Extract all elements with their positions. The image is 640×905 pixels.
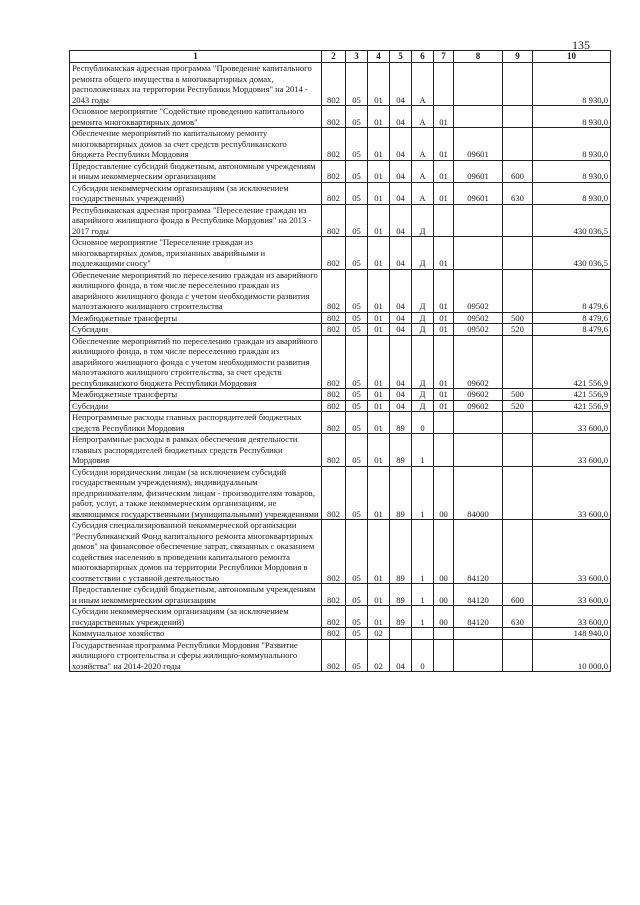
target-item-cell (454, 412, 503, 434)
admin-code-cell: 802 (322, 312, 346, 324)
program-cell: 04 (390, 128, 412, 161)
section-cell: 05 (346, 160, 368, 182)
program-cell: 04 (390, 400, 412, 412)
admin-code-cell: 802 (322, 639, 346, 672)
amount-cell: 33 600,0 (533, 606, 611, 628)
admin-code-cell: 802 (322, 434, 346, 467)
section-cell: 05 (346, 106, 368, 128)
subsection-cell: 01 (368, 412, 390, 434)
table-row (70, 466, 611, 520)
table-row (70, 182, 611, 204)
amount-cell: 33 600,0 (533, 434, 611, 467)
subprogram-cell: Д (412, 389, 434, 401)
expense-type-cell: 500 (503, 312, 533, 324)
row-name-cell: Непрограммные расходы главных распорядителей бюджетных средств Республики Мордовия (70, 412, 322, 434)
table-row (70, 628, 611, 640)
program-cell: 89 (390, 584, 412, 606)
event-cell: 01 (434, 128, 454, 161)
row-name-cell: Республиканская адресная программа "Переселение граждан из аварийного жилищного фонда в Республике Мордовия" на 2013 - 2017 годы (70, 204, 322, 237)
amount-cell: 33 600,0 (533, 466, 611, 520)
section-cell: 05 (346, 520, 368, 584)
program-cell (390, 628, 412, 640)
subsection-cell: 01 (368, 606, 390, 628)
admin-code-cell: 802 (322, 182, 346, 204)
expense-type-cell (503, 434, 533, 467)
subsection-cell: 01 (368, 400, 390, 412)
admin-code-cell: 802 (322, 606, 346, 628)
row-name-cell: Обеспечение мероприятий по капитальному ремонту многоквартирных домов за счет средств республиканского бюджета Республики Мордовия (70, 128, 322, 161)
event-cell (434, 639, 454, 672)
event-cell: 00 (434, 606, 454, 628)
admin-code-cell: 802 (322, 269, 346, 312)
expense-type-cell: 520 (503, 324, 533, 336)
subprogram-cell: Д (412, 400, 434, 412)
target-item-cell: 09602 (454, 400, 503, 412)
program-cell: 89 (390, 606, 412, 628)
subprogram-cell: Д (412, 204, 434, 237)
subsection-cell: 01 (368, 312, 390, 324)
row-name-cell: Субсидии некоммерческим организациям (за исключением государственных учреждений) (70, 606, 322, 628)
event-cell (434, 628, 454, 640)
section-cell: 05 (346, 389, 368, 401)
subprogram-cell: Д (412, 237, 434, 270)
table-row (70, 160, 611, 182)
column-header: 6 (412, 51, 434, 63)
target-item-cell: 84120 (454, 584, 503, 606)
row-name-cell: Предоставление субсидий бюджетным, автономным учреждениям и иным некоммерческим организациям (70, 584, 322, 606)
table-row (70, 63, 611, 106)
page-number: 135 (572, 38, 590, 52)
column-header: 1 (70, 51, 322, 63)
row-name-cell: Субсидии (70, 400, 322, 412)
program-cell: 04 (390, 160, 412, 182)
amount-cell: 8 479,6 (533, 269, 611, 312)
subsection-cell: 01 (368, 237, 390, 270)
amount-cell: 8 930,0 (533, 63, 611, 106)
subprogram-cell: 0 (412, 412, 434, 434)
amount-cell: 421 556,9 (533, 400, 611, 412)
subsection-cell: 01 (368, 335, 390, 389)
subsection-cell: 02 (368, 628, 390, 640)
row-name-cell: Субсидии (70, 324, 322, 336)
event-cell: 00 (434, 466, 454, 520)
program-cell: 89 (390, 434, 412, 467)
amount-cell: 148 940,0 (533, 628, 611, 640)
program-cell: 04 (390, 312, 412, 324)
expense-type-cell: 500 (503, 389, 533, 401)
admin-code-cell: 802 (322, 628, 346, 640)
program-cell: 04 (390, 182, 412, 204)
event-cell (434, 63, 454, 106)
amount-cell: 33 600,0 (533, 412, 611, 434)
table-row (70, 584, 611, 606)
program-cell: 89 (390, 412, 412, 434)
table-row (70, 106, 611, 128)
amount-cell: 10 000,0 (533, 639, 611, 672)
row-name-cell: Коммунальное хозяйство (70, 628, 322, 640)
target-item-cell (454, 628, 503, 640)
row-name-cell: Обеспечение мероприятий по переселению граждан из аварийного жилищного фонда, в том числе переселению граждан из аварийного жилищного фонда с учетом необходимости развития малоэтажного жилищного строительства, за счет средств республиканского бюджета Республики Мордовия (70, 335, 322, 389)
expense-type-cell (503, 106, 533, 128)
expense-type-cell (503, 466, 533, 520)
admin-code-cell: 802 (322, 204, 346, 237)
program-cell: 04 (390, 324, 412, 336)
expense-type-cell: 630 (503, 182, 533, 204)
subprogram-cell: 1 (412, 606, 434, 628)
amount-cell: 8 930,0 (533, 128, 611, 161)
program-cell: 04 (390, 63, 412, 106)
subprogram-cell: А (412, 160, 434, 182)
expense-type-cell (503, 412, 533, 434)
column-header: 8 (454, 51, 503, 63)
amount-cell: 421 556,9 (533, 335, 611, 389)
admin-code-cell: 802 (322, 106, 346, 128)
expense-type-cell: 520 (503, 400, 533, 412)
target-item-cell (454, 639, 503, 672)
section-cell: 05 (346, 204, 368, 237)
table-row (70, 400, 611, 412)
expense-type-cell: 630 (503, 606, 533, 628)
target-item-cell: 09601 (454, 128, 503, 161)
subprogram-cell: 0 (412, 639, 434, 672)
section-cell: 05 (346, 584, 368, 606)
expense-type-cell (503, 639, 533, 672)
amount-cell: 8 479,6 (533, 312, 611, 324)
row-name-cell: Обеспечение мероприятий по переселению граждан из аварийного жилищного фонда, в том числе переселению граждан из аварийного жилищного фонда с учетом необходимости развития малоэтажного жилищного строительства (70, 269, 322, 312)
target-item-cell: 09602 (454, 389, 503, 401)
admin-code-cell: 802 (322, 63, 346, 106)
target-item-cell: 09502 (454, 269, 503, 312)
program-cell: 89 (390, 520, 412, 584)
expense-type-cell (503, 128, 533, 161)
admin-code-cell: 802 (322, 466, 346, 520)
subsection-cell: 01 (368, 434, 390, 467)
event-cell: 01 (434, 324, 454, 336)
table-row (70, 312, 611, 324)
table-row (70, 434, 611, 467)
target-item-cell: 84120 (454, 606, 503, 628)
admin-code-cell: 802 (322, 400, 346, 412)
row-name-cell: Республиканская адресная программа "Проведение капитального ремонта общего имущества в многоквартирных домах, расположенных на территории Республики Мордовия" на 2014 - 2043 годы (70, 63, 322, 106)
amount-cell: 421 556,9 (533, 389, 611, 401)
subprogram-cell: А (412, 106, 434, 128)
section-cell: 05 (346, 63, 368, 106)
event-cell: 01 (434, 182, 454, 204)
subsection-cell: 01 (368, 466, 390, 520)
amount-cell: 430 036,5 (533, 237, 611, 270)
column-header: 7 (434, 51, 454, 63)
event-cell (434, 412, 454, 434)
budget-table (69, 50, 611, 672)
subsection-cell: 01 (368, 520, 390, 584)
subprogram-cell: А (412, 63, 434, 106)
table-row (70, 639, 611, 672)
section-cell: 05 (346, 237, 368, 270)
program-cell: 04 (390, 204, 412, 237)
section-cell: 05 (346, 606, 368, 628)
target-item-cell: 09502 (454, 324, 503, 336)
subsection-cell: 01 (368, 128, 390, 161)
section-cell: 05 (346, 128, 368, 161)
column-header: 10 (533, 51, 611, 63)
admin-code-cell: 802 (322, 160, 346, 182)
section-cell: 05 (346, 434, 368, 467)
expense-type-cell (503, 335, 533, 389)
amount-cell: 8 930,0 (533, 106, 611, 128)
expense-type-cell (503, 520, 533, 584)
event-cell: 00 (434, 584, 454, 606)
subprogram-cell: 1 (412, 584, 434, 606)
program-cell: 04 (390, 335, 412, 389)
expense-type-cell (503, 204, 533, 237)
column-header: 3 (346, 51, 368, 63)
subprogram-cell: 1 (412, 520, 434, 584)
subsection-cell: 01 (368, 182, 390, 204)
expense-type-cell (503, 628, 533, 640)
row-name-cell: Субсидии юридическим лицам (за исключением субсидий государственным учреждениям), индивидуальным предпринимателям, физическим лицам - производителям товаров, работ, услуг, а также некоммерческим организациям, не являющимся государственными (муниципальными) учреждениями (70, 466, 322, 520)
subprogram-cell: Д (412, 324, 434, 336)
admin-code-cell: 802 (322, 584, 346, 606)
subprogram-cell: 1 (412, 466, 434, 520)
amount-cell: 8 930,0 (533, 160, 611, 182)
table-row (70, 204, 611, 237)
amount-cell: 8 930,0 (533, 182, 611, 204)
column-header: 9 (503, 51, 533, 63)
event-cell: 01 (434, 312, 454, 324)
subprogram-cell: Д (412, 312, 434, 324)
target-item-cell: 09602 (454, 335, 503, 389)
section-cell: 05 (346, 312, 368, 324)
row-name-cell: Межбюджетные трансферты (70, 312, 322, 324)
target-item-cell (454, 237, 503, 270)
program-cell: 04 (390, 237, 412, 270)
event-cell (434, 204, 454, 237)
expense-type-cell: 600 (503, 584, 533, 606)
subsection-cell: 01 (368, 106, 390, 128)
admin-code-cell: 802 (322, 335, 346, 389)
section-cell: 05 (346, 182, 368, 204)
section-cell: 05 (346, 269, 368, 312)
target-item-cell (454, 434, 503, 467)
expense-type-cell (503, 63, 533, 106)
subsection-cell: 02 (368, 639, 390, 672)
amount-cell: 33 600,0 (533, 584, 611, 606)
admin-code-cell: 802 (322, 324, 346, 336)
event-cell: 01 (434, 160, 454, 182)
subsection-cell: 01 (368, 269, 390, 312)
program-cell: 04 (390, 389, 412, 401)
target-item-cell: 84000 (454, 466, 503, 520)
table-row (70, 389, 611, 401)
row-name-cell: Основное мероприятие "Содействие проведению капитального ремонта многоквартирных домов" (70, 106, 322, 128)
subprogram-cell: Д (412, 335, 434, 389)
target-item-cell: 09601 (454, 160, 503, 182)
section-cell: 05 (346, 324, 368, 336)
table-row (70, 237, 611, 270)
section-cell: 05 (346, 628, 368, 640)
table-row (70, 520, 611, 584)
row-name-cell: Субсидия специализированной некоммерческой организации "Республиканский Фонд капитального ремонта многоквартирных домов" на финансовое обеспечение затрат, связанных с оказанием содействия населению в проведении капитального ремонта многоквартирных домов на территории Республики Мордовия в соответствии с уставной деятельностью (70, 520, 322, 584)
event-cell: 01 (434, 335, 454, 389)
table-row (70, 335, 611, 389)
admin-code-cell: 802 (322, 237, 346, 270)
program-cell: 04 (390, 106, 412, 128)
admin-code-cell: 802 (322, 389, 346, 401)
section-cell: 05 (346, 639, 368, 672)
table-row (70, 324, 611, 336)
target-item-cell (454, 204, 503, 237)
section-cell: 05 (346, 400, 368, 412)
section-cell: 05 (346, 335, 368, 389)
expense-type-cell: 600 (503, 160, 533, 182)
event-cell: 00 (434, 520, 454, 584)
row-name-cell: Непрограммные расходы в рамках обеспечения деятельности главных распорядителей бюджетных средств Республики Мордовия (70, 434, 322, 467)
section-cell: 05 (346, 412, 368, 434)
event-cell: 01 (434, 389, 454, 401)
table-row (70, 269, 611, 312)
admin-code-cell: 802 (322, 412, 346, 434)
amount-cell: 33 600,0 (533, 520, 611, 584)
subsection-cell: 01 (368, 160, 390, 182)
event-cell: 01 (434, 237, 454, 270)
admin-code-cell: 802 (322, 520, 346, 584)
event-cell: 01 (434, 400, 454, 412)
table-row (70, 412, 611, 434)
subsection-cell: 01 (368, 63, 390, 106)
row-name-cell: Предоставление субсидий бюджетным, автономным учреждениям и иным некоммерческим организациям (70, 160, 322, 182)
amount-cell: 430 036,5 (533, 204, 611, 237)
expense-type-cell (503, 237, 533, 270)
row-name-cell: Межбюджетные трансферты (70, 389, 322, 401)
expense-type-cell (503, 269, 533, 312)
row-name-cell: Основное мероприятие "Переселение граждан из многоквартирных домов, признанных аварийными и подлежащими сносу" (70, 237, 322, 270)
target-item-cell (454, 106, 503, 128)
target-item-cell (454, 63, 503, 106)
section-cell: 05 (346, 466, 368, 520)
table-row (70, 606, 611, 628)
subprogram-cell: А (412, 128, 434, 161)
subsection-cell: 01 (368, 324, 390, 336)
row-name-cell: Субсидии некоммерческим организациям (за исключением государственных учреждений) (70, 182, 322, 204)
table-header-row (70, 51, 611, 63)
subsection-cell: 01 (368, 584, 390, 606)
subprogram-cell: 1 (412, 434, 434, 467)
target-item-cell: 84120 (454, 520, 503, 584)
subprogram-cell (412, 628, 434, 640)
column-header: 5 (390, 51, 412, 63)
program-cell: 04 (390, 269, 412, 312)
target-item-cell: 09601 (454, 182, 503, 204)
amount-cell: 8 479,6 (533, 324, 611, 336)
table-row (70, 128, 611, 161)
subprogram-cell: А (412, 182, 434, 204)
column-header: 4 (368, 51, 390, 63)
subsection-cell: 01 (368, 389, 390, 401)
event-cell: 01 (434, 269, 454, 312)
admin-code-cell: 802 (322, 128, 346, 161)
column-header: 2 (322, 51, 346, 63)
target-item-cell: 09502 (454, 312, 503, 324)
subsection-cell: 01 (368, 204, 390, 237)
event-cell (434, 434, 454, 467)
row-name-cell: Государственная программа Республики Мордовия "Развитие жилищного строительства и сферы жилищно-коммунального хозяйства" на 2014-2020 годы (70, 639, 322, 672)
subprogram-cell: Д (412, 269, 434, 312)
program-cell: 04 (390, 639, 412, 672)
program-cell: 89 (390, 466, 412, 520)
event-cell: 01 (434, 106, 454, 128)
